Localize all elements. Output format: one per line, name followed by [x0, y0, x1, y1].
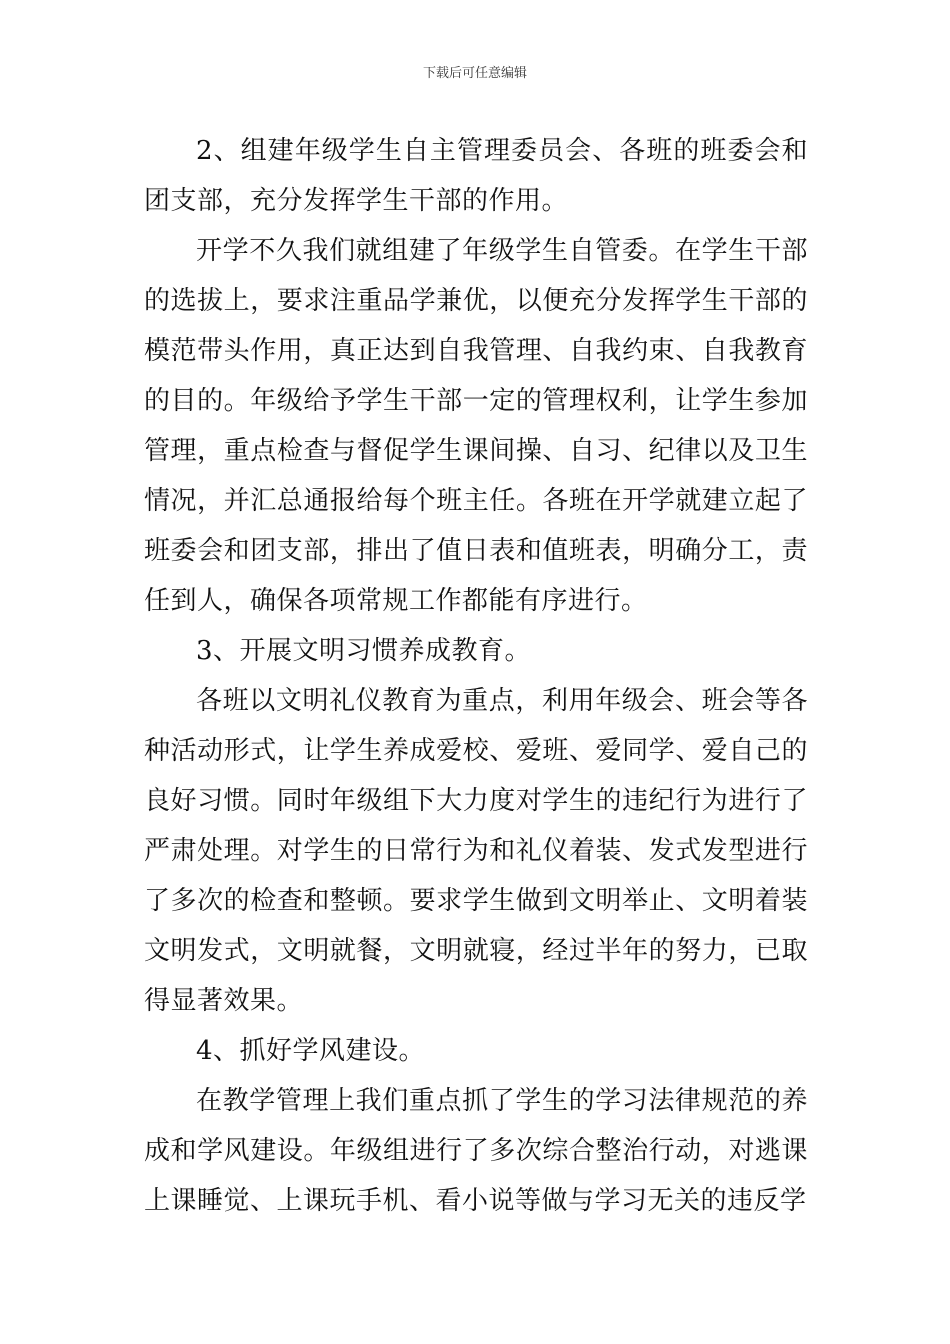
page-header: 下载后可任意编辑	[422, 66, 527, 81]
section-heading-3: 3、开展文明习惯养成教育。	[196, 636, 532, 666]
paragraph-civility-education: 各班以文明礼仪教育为重点，利用年级会、班会等各种活动形式，让学生养成爱校、爱班、爱同学、爱自己的良好习惯。同时年级组下大力度对学生的违纪行为进行了严肃处理。对学生的日常行为和礼仪着装、发式发型进行了多次的检查和整顿。要求学生做到文明举止、文明着装文明发式，文明就餐，文明就寝，经过半年的努力，已取得显著效果。	[144, 686, 808, 1016]
paragraph-study-style: 在教学管理上我们重点抓了学生的学习法律规范的养成和学风建设。年级组进行了多次综合整治行动，对逃课上课睡觉、上课玩手机、看小说等做与学习无关的违反学	[144, 1086, 808, 1216]
document-body	[144, 126, 808, 1226]
paragraph-student-committee: 开学不久我们就组建了年级学生自管委。在学生干部的选拔上，要求注重品学兼优，以便充分发挥学生干部的模范带头作用，真正达到自我管理、自我约束、自我教育的目的。年级给予学生干部一定的管理权利，让学生参加管理，重点检查与督促学生课间操、自习、纪律以及卫生情况，并汇总通报给每个班主任。各班在开学就建立起了班委会和团支部，排出了值日表和值班表，明确分工，责任到人，确保各项常规工作都能有序进行。	[144, 236, 808, 616]
section-heading-2: 2、组建年级学生自主管理委员会、各班的班委会和团支部，充分发挥学生干部的作用。	[144, 136, 808, 216]
section-heading-4: 4、抓好学风建设。	[196, 1036, 426, 1066]
